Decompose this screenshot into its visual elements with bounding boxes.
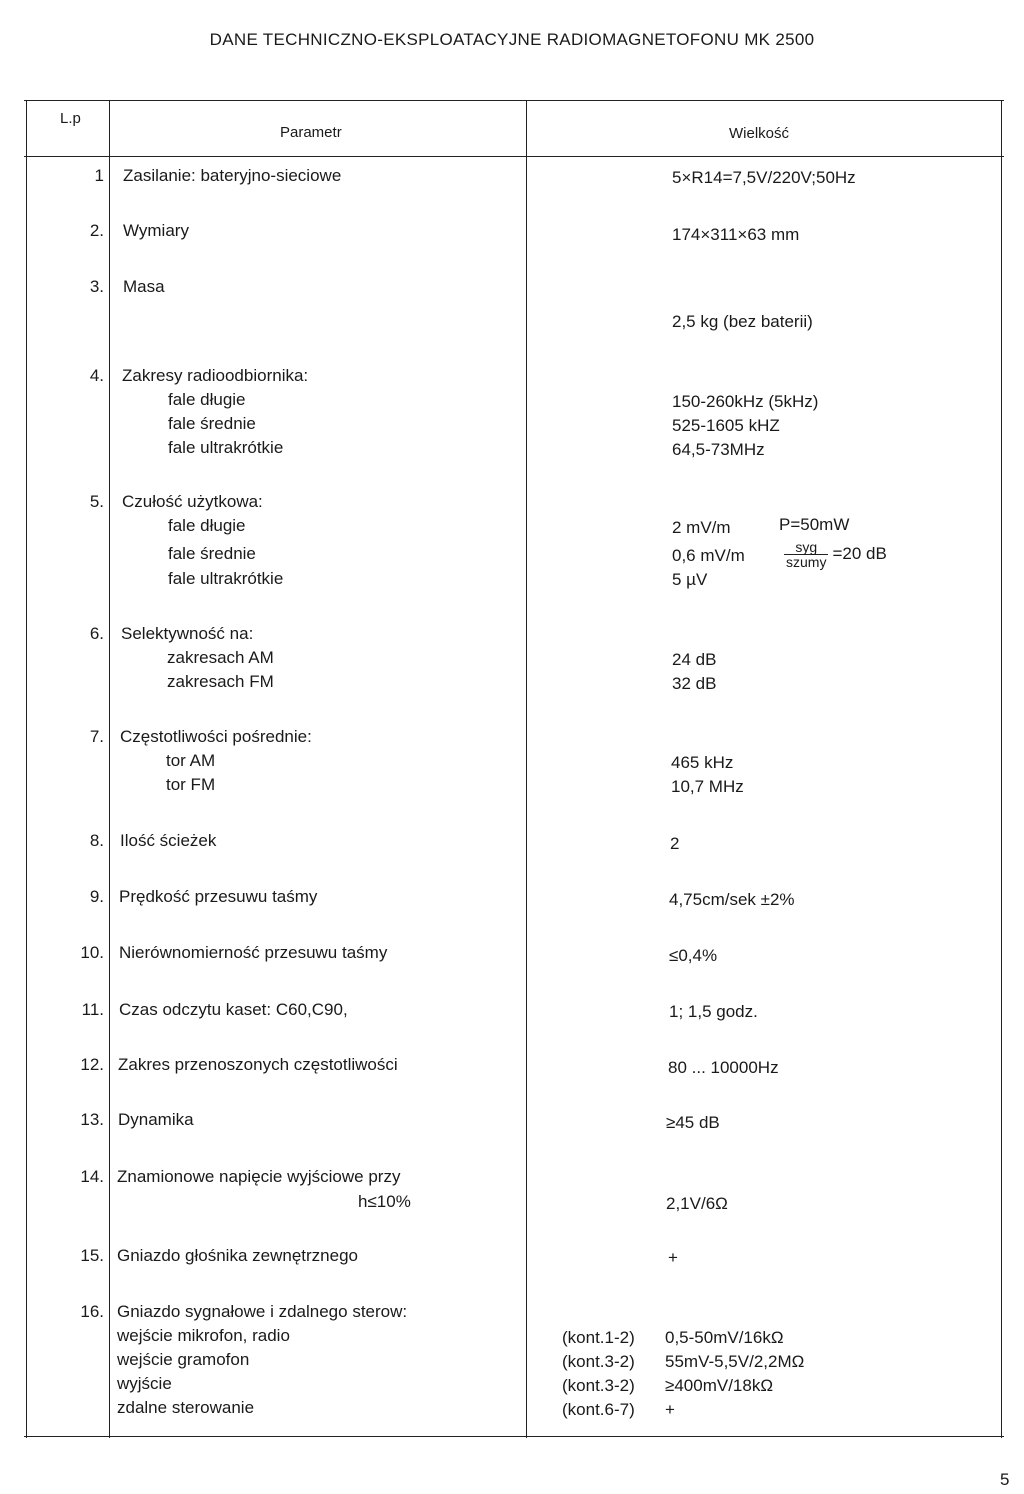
param-label: Częstotliwości pośrednie:: [120, 727, 312, 746]
table-header-divider: [24, 156, 1004, 157]
row-number: 6.: [89, 624, 104, 643]
table-top-border: [24, 100, 1004, 101]
param-value: 0,6 mV/m: [672, 546, 745, 565]
param-sub-label: fale długie: [168, 390, 246, 409]
param-value: 64,5-73MHz: [672, 440, 765, 459]
param-value: 2,1V/6Ω: [666, 1194, 728, 1213]
param-value: +: [668, 1248, 678, 1267]
row-number: 8.: [89, 831, 104, 850]
param-sub-label: fale ultrakrótkie: [168, 438, 284, 457]
table-right-border: [1001, 100, 1002, 1438]
param-label: Zasilanie: bateryjno-sieciowe: [123, 166, 342, 185]
contact-label: (kont.3-2): [562, 1352, 635, 1371]
row-number: 12.: [80, 1055, 104, 1074]
param-sub-label: tor AM: [166, 751, 216, 770]
snr-value: =20 dB: [832, 543, 887, 563]
param-value: 0,5-50mV/16kΩ: [665, 1328, 784, 1347]
param-value: 2 mV/m: [672, 518, 731, 537]
param-sub-label: zakresach AM: [167, 648, 274, 667]
row-number: 3.: [89, 277, 104, 296]
param-value: ≤0,4%: [669, 946, 718, 965]
param-label: Znamionowe napięcie wyjściowe przy: [117, 1167, 401, 1186]
contact-label: (kont.6-7): [562, 1400, 635, 1419]
param-sub-label: zakresach FM: [167, 672, 274, 691]
snr-condition: [784, 540, 887, 569]
page-number: 5: [1000, 1470, 1010, 1489]
param-value: 5×R14=7,5V/220V;50Hz: [672, 168, 856, 187]
param-label: Masa: [123, 277, 165, 296]
param-sub-label: tor FM: [166, 775, 216, 794]
contact-label: (kont.3-2): [562, 1376, 635, 1395]
snr-numerator: syg: [784, 540, 828, 555]
param-sub-label: zdalne sterowanie: [117, 1398, 255, 1417]
param-label: Prędkość przesuwu taśmy: [119, 887, 318, 906]
param-label: Czas odczytu kaset: C60,C90,: [119, 1000, 348, 1019]
param-label: Ilość ścieżek: [120, 831, 217, 850]
param-value: 150-260kHz (5kHz): [672, 392, 819, 411]
param-sub-label: fale średnie: [168, 414, 256, 433]
row-number: 16.: [80, 1302, 104, 1321]
row-number: 15.: [80, 1246, 104, 1265]
row-number: 14.: [80, 1167, 104, 1186]
header-value: Wielkość: [729, 125, 790, 142]
param-sub-label: wejście mikrofon, radio: [117, 1326, 290, 1345]
param-value: 2: [670, 834, 680, 853]
param-sub-label: wejście gramofon: [117, 1350, 250, 1369]
param-condition: h≤10%: [358, 1192, 411, 1211]
page-title: DANE TECHNICZNO-EKSPLOATACYJNE RADIOMAGNETOFONU MK 2500: [209, 30, 815, 49]
header-param: Parametr: [280, 124, 342, 141]
row-number: 1: [94, 166, 104, 185]
row-number: 9.: [89, 887, 104, 906]
param-value: ≥400mV/18kΩ: [665, 1376, 774, 1395]
param-value: 174×311×63 mm: [672, 225, 800, 244]
param-value: 80 ... 10000Hz: [668, 1058, 779, 1077]
param-label: Wymiary: [123, 221, 189, 240]
param-value: 24 dB: [672, 650, 717, 669]
snr-denominator: szumy: [786, 554, 827, 570]
param-value: 2,5 kg (bez baterii): [672, 312, 813, 331]
snr-fraction: [784, 540, 828, 569]
param-sub-label: fale średnie: [168, 544, 256, 563]
param-value: 55mV-5,5V/2,2MΩ: [665, 1352, 805, 1371]
param-value: 525-1605 kHZ: [672, 416, 780, 435]
param-value: 4,75cm/sek ±2%: [669, 890, 795, 909]
param-sub-label: fale ultrakrótkie: [168, 569, 284, 588]
lp-column-divider: [109, 100, 110, 1438]
param-label: Gniazdo głośnika zewnętrznego: [117, 1246, 358, 1265]
param-sub-label: fale długie: [168, 516, 246, 535]
row-number: 7.: [89, 727, 104, 746]
param-label: Nierównomierność przesuwu taśmy: [119, 943, 388, 962]
param-value: 5 µV: [672, 570, 708, 589]
power-condition: P=50mW: [779, 515, 850, 534]
row-number: 13.: [80, 1110, 104, 1129]
param-label: Czułość użytkowa:: [122, 492, 263, 511]
row-number: 10.: [80, 943, 104, 962]
row-number: 4.: [89, 366, 104, 385]
table-bottom-border: [24, 1436, 1004, 1437]
spec-table: [24, 100, 1004, 1440]
row-number: 2.: [89, 221, 104, 240]
param-label: Zakres przenoszonych częstotliwości: [118, 1055, 398, 1074]
param-value: 1; 1,5 godz.: [669, 1002, 758, 1021]
contact-label: (kont.1-2): [562, 1328, 635, 1347]
table-left-border: [26, 100, 27, 1438]
param-label: Zakresy radioodbiornika:: [122, 366, 309, 385]
param-sub-label: wyjście: [117, 1374, 172, 1393]
value-column-divider: [526, 100, 527, 1438]
param-label: Dynamika: [118, 1110, 194, 1129]
row-number: 11.: [81, 1000, 104, 1019]
param-value: 465 kHz: [671, 753, 734, 772]
param-value: 10,7 MHz: [671, 777, 744, 796]
header-lp: L.p: [60, 110, 81, 127]
param-value: ≥45 dB: [666, 1113, 720, 1132]
param-label: Gniazdo sygnałowe i zdalnego sterow:: [117, 1302, 408, 1321]
row-number: 5.: [89, 492, 104, 511]
param-value: 32 dB: [672, 674, 717, 693]
param-value: +: [665, 1400, 675, 1419]
param-label: Selektywność na:: [121, 624, 254, 643]
